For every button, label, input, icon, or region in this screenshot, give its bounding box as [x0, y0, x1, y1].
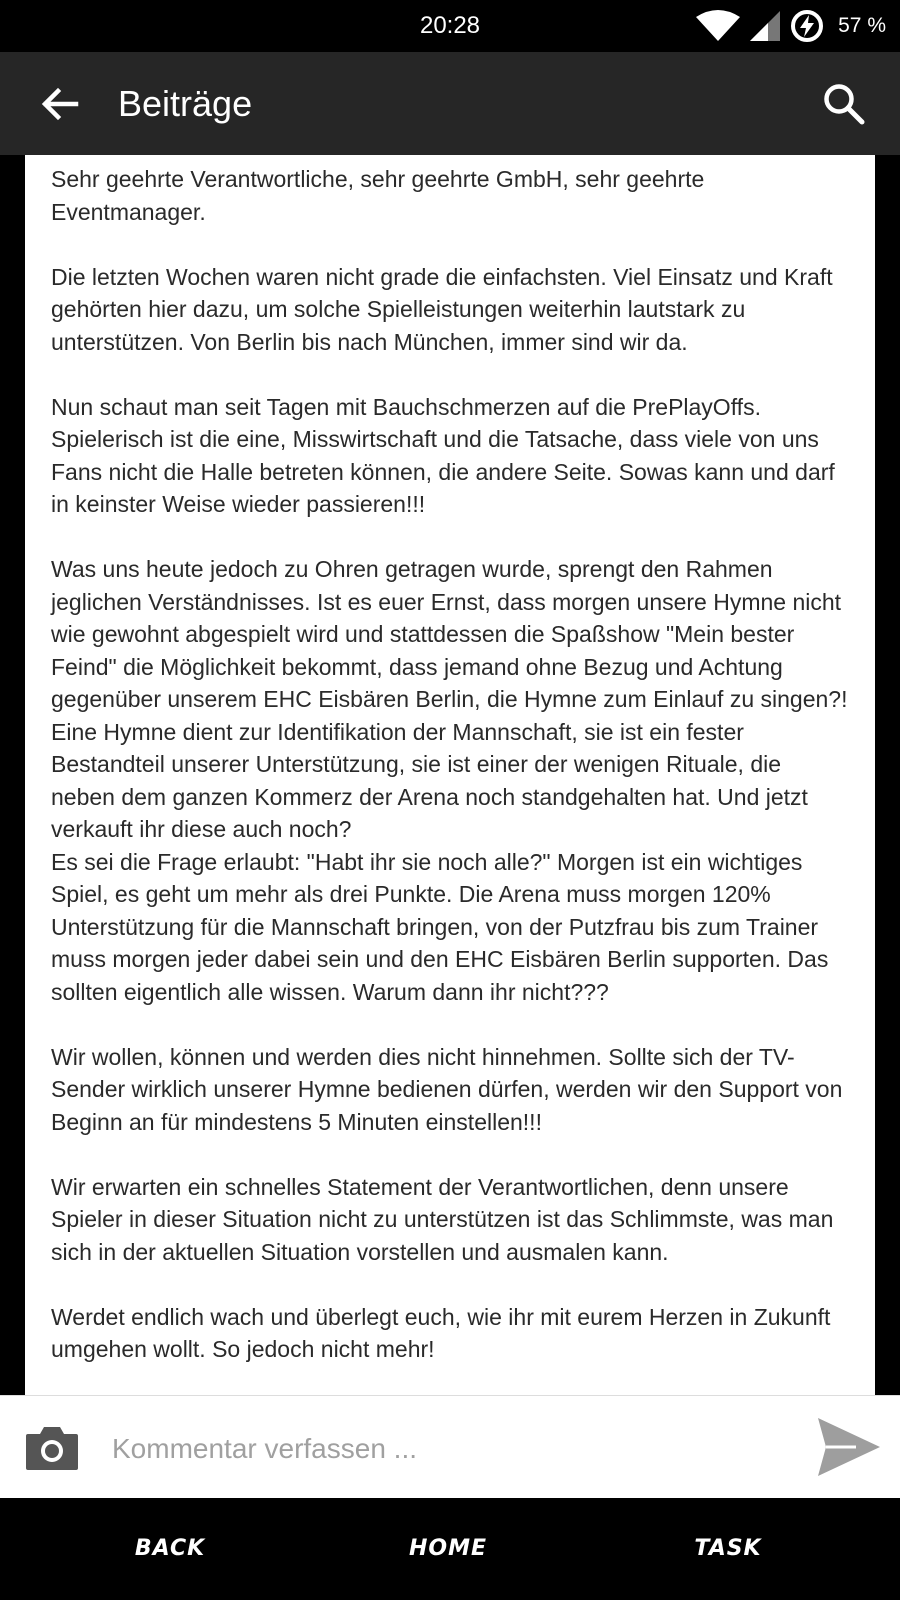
- post-paragraph: Nun schaut man seit Tagen mit Bauchschmerzen auf die PrePlayOffs. Spielerisch ist die eine, Misswirtschaft und die Tatsache, dass viele von uns Fans nicht die Halle betreten können, die andere Seite. Sowas kann und darf in keinster Weise wieder passieren!!!: [51, 393, 835, 517]
- post-paragraph: Die letzten Wochen waren nicht grade die einfachsten. Viel Einsatz und Kraft gehörten hier dazu, um solche Spielleistungen weiterhin lautstark zu unterstützen. Von Berlin bis nach München, immer sind wir da.: [51, 263, 833, 355]
- camera-icon[interactable]: [24, 1422, 80, 1472]
- status-time: 20:28: [419, 12, 481, 39]
- wifi-icon: [696, 11, 740, 41]
- nav-home-button[interactable]: HOME: [408, 1536, 488, 1561]
- comment-bar: [0, 1395, 900, 1499]
- search-icon[interactable]: [822, 82, 866, 126]
- status-icons: [696, 0, 886, 52]
- post-paragraph: Wir wollen, können und werden dies nicht hinnehmen. Sollte sich der TV-Sender wirklich unserer Hymne bedienen dürfen, werden wir den Support von Beginn an für mindestens 5 Minuten einstellen!!!: [51, 1043, 843, 1135]
- battery-percent: 57 %: [838, 14, 886, 37]
- post-paragraph: Wir erwarten ein schnelles Statement der Verantwortlichen, denn unsere Spieler in dieser Situation nicht zu unterstützen ist das Schlimmste, was man sich in der aktuellen Situation vorstellen und ausmalen kann.: [51, 1173, 834, 1265]
- post-paragraph: Werdet endlich wach und überlegt euch, wie ihr mit eurem Herzen in Zukunft umgehen wollt. So jedoch nicht mehr!: [51, 1303, 831, 1362]
- status-bar: [0, 0, 900, 52]
- send-icon[interactable]: [816, 1416, 882, 1478]
- post-card: [25, 155, 875, 1395]
- nav-back-button[interactable]: BACK: [134, 1536, 206, 1561]
- page-title: Beiträge: [118, 83, 253, 124]
- content-area[interactable]: [0, 155, 900, 1395]
- nav-task-button[interactable]: TASK: [694, 1536, 762, 1561]
- battery-charging-icon: [790, 9, 824, 43]
- post-paragraph: Es sei die Frage erlaubt: "Habt ihr sie noch alle?" Morgen ist ein wichtiges Spiel, es geht um mehr als drei Punkte. Die Arena muss morgen 120% Unterstützung für die Mannschaft bringen, von der Putzfrau bis zum Trainer muss morgen jeder dabei sein und den EHC Eisbären Berlin supporten. Das sollten eigentlich alle wissen. Warum dann ihr nicht???: [51, 848, 829, 1005]
- post-body: [25, 155, 875, 1431]
- post-paragraph: Was uns heute jedoch zu Ohren getragen wurde, sprengt den Rahmen jeglichen Verständnisses. Ist es euer Ernst, dass morgen unsere Hymne nicht wie gewohnt abgespielt wird und stattdessen die Spaßshow "Mein bester Feind" die Möglichkeit bekommt, dass jemand ohne Bezug und Achtung gegenüber unserem EHC Eisbären Berlin, die Hymne zum Einlauf zu singen?!: [51, 556, 848, 712]
- post-paragraph: Sehr geehrte Verantwortliche, sehr geehrte GmbH, sehr geehrte Eventmanager.: [51, 166, 705, 225]
- post-paragraph: Eine Hymne dient zur Identifikation der Mannschaft, sie ist ein fester Bestandteil unserer Unterstützung, sie ist einer der wenigen Rituale, die neben dem ganzen Kommerz der Arena noch standgehalten hat. Und jetzt verkauft ihr diese auch noch?: [51, 718, 808, 842]
- app-bar: [0, 52, 900, 155]
- comment-input[interactable]: [110, 1420, 774, 1478]
- cellular-signal-icon: [750, 11, 780, 41]
- navigation-bar: [0, 1498, 900, 1600]
- back-arrow-icon[interactable]: [36, 80, 84, 128]
